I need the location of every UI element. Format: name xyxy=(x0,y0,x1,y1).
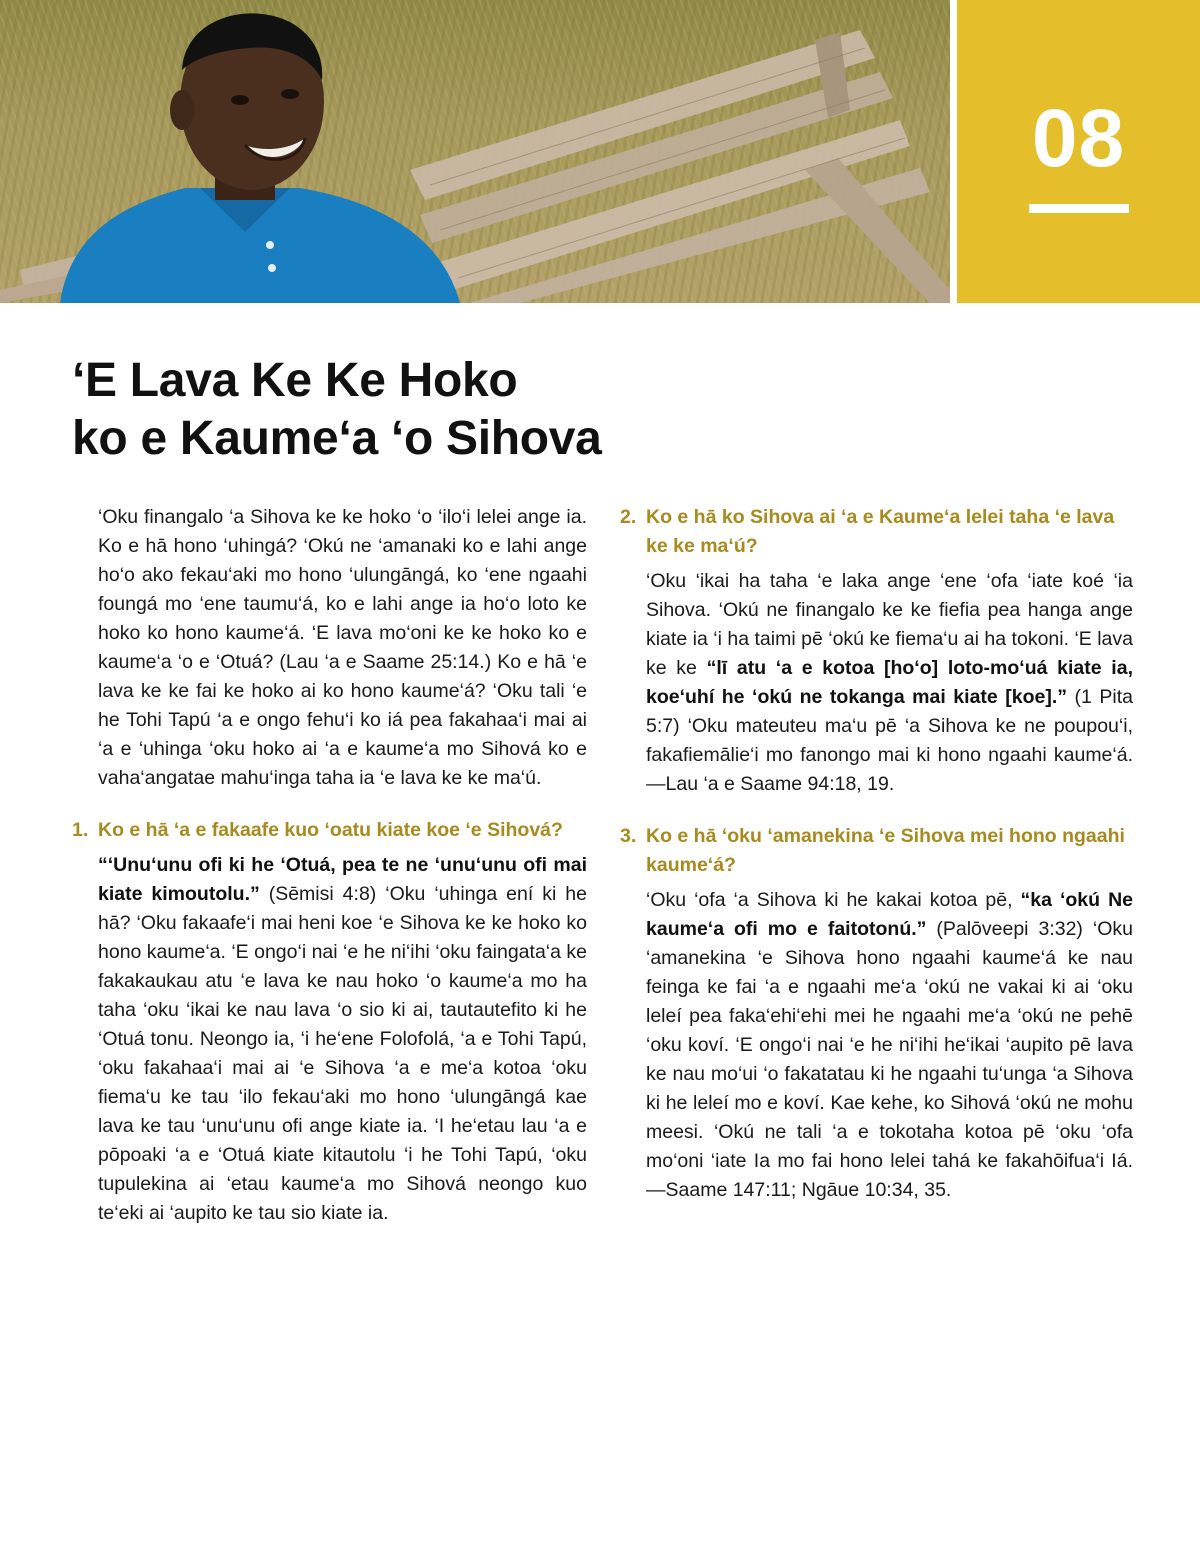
answer-3-text-before: ‘Oku ‘ofa ‘a Sihova ki he kakai kotoa pē, xyxy=(646,889,1021,911)
question-1-number: 1. xyxy=(72,819,89,841)
header-photo xyxy=(0,0,950,303)
answer-2-quote: “lī atu ‘a e kotoa [ho‘o] loto-mo‘uá kiate ia, koe‘uhí he ‘okú ne tokanga mai kiate [koe].” xyxy=(646,657,1133,708)
question-2-number: 2. xyxy=(620,506,637,528)
answer-1-paragraph xyxy=(72,851,587,1228)
chapter-underline xyxy=(1029,204,1129,213)
answer-3-text-after: (Palōveepi 3:32) ‘Oku ‘amanekina ‘e Sihova hono ngaahi kaume‘á ke nau feinga ke fai ‘a e ngaahi me‘a ‘okú ne vakai ki ai ‘oku leleí pea faka‘ehi‘ehi mei he ngaahi me‘a ‘okú ne pehē ‘oku koví. ‘E ongo‘i nai ‘e he ni‘ihi he‘ikai ‘aupito pē lava ke nau mo‘ui ‘o fakatatau ki he ngaahi tu‘unga ‘a Sihova ki he leleí mo e koví. Kae kehe, ko Sihová ‘okú ne mohu meesi. ‘Okú ne tali ‘a e tokotaha kotoa pē ‘oku ‘ofa mo‘oni ‘iate Ia mo fai hono lelei tahá ke fakahōifua‘i Iá.—Saame 147:11; Ngāue 10:34, 35. xyxy=(646,918,1133,1201)
answer-3-paragraph xyxy=(620,886,1133,1205)
question-2-text: Ko e hā ko Sihova ai ‘a e Kaume‘a lelei taha ‘e lava ke ke ma‘ú? xyxy=(646,506,1115,557)
answer-1-quote: “‘Unu‘unu ofi ki he ‘Otuá, pea te ne ‘unu‘unu ofi mai kiate kimoutolu.” xyxy=(98,854,587,905)
chapter-number: 08 xyxy=(1031,93,1126,184)
question-3-number: 3. xyxy=(620,825,637,847)
answer-3-quote: “ka ‘okú Ne kaume‘a ofi mo e faitotonú.” xyxy=(646,889,1134,940)
page-title xyxy=(72,352,872,468)
question-1-text: Ko e hā ‘a e fakaafe kuo ‘oatu kiate koe ‘e Sihová? xyxy=(98,819,563,841)
answer-2-text-after: (1 Pita 5:7) ‘Oku mateuteu ma‘u pē ‘a Sihova ke ne poupou‘i, fakafiemālie‘i mo fanongo mai ki hono ngaahi kaume‘á.—Lau ‘a e Saame 94:18, 19. xyxy=(646,686,1133,795)
answer-1-text: (Sēmisi 4:8) ‘Oku ‘uhinga ení ki he hā? ‘Oku fakaafe‘i mai heni koe ‘e Sihova ke ke hoko ko hono kaume‘a. ‘E ongo‘i nai ‘e he ni‘ihi ‘oku faingata‘a ke fakakaukau atu ‘e lava ke nau hoko ‘o kaume‘a mo ha taha ‘oku ‘ikai ke nau lava ‘o sio ki ai, tautautefito ki he ‘Otuá tonu. Neongo ia, ‘i he‘ene Folofolá, ‘a e Tohi Tapú, ‘oku fakahaa‘i mai ai ‘e Sihova ‘a e me‘a kotoa ‘oku fiema‘u ke tau ‘ilo fekau‘aki mo hono ‘ulungāngá kae lava ke tau ‘unu‘unu ofi ange kiate ia. ‘I he‘etau lau ‘a e pōpoaki ‘a e ‘Otuá kiate kitautolu ‘i he Tohi Tapú, ‘oku tupulekina ai ‘etau kaume‘a mo Sihová neongo kuo te‘eki ai ‘aupito ke tau sio kiate ia. xyxy=(98,883,587,1224)
person-figure xyxy=(60,13,460,303)
question-3-heading xyxy=(620,822,1133,880)
title-line-2: ko e Kaume‘a ‘o Sihova xyxy=(72,412,602,465)
chapter-badge xyxy=(957,0,1200,303)
right-column xyxy=(620,503,1133,1205)
question-1-heading xyxy=(72,816,587,845)
intro-paragraph: ‘Oku finangalo ‘a Sihova ke ke hoko ‘o ‘ilo‘i lelei ange ia. Ko e hā hono ‘uhingá? ‘Okú ne ‘amanaki ko e lahi ange ho‘o ako fekau‘aki mo hono ‘ulungāngá, ko ‘ene ngaahi foungá mo ‘ene taumu‘á, ko e lahi ange ia ho‘o loto ke hoko ko hono kaume‘á. ‘E lava mo‘oni ke ke hoko ko e kaume‘a ‘o e ‘Otuá? (Lau ‘a e Saame 25:14.) Ko e hā ‘e lava ke ke fai ke hoko ai ko hono kaume‘á? ‘Oku tali ‘e he Tohi Tapú ‘a e ongo fehu‘i ko iá pea fakahaa‘i mai ai ‘a e ‘uhinga ‘oku hoko ai ‘a e kaume‘a mo Sihová ko e vaha‘angatae mahu‘inga taha ia ‘e lava ke ke ma‘ú. xyxy=(98,506,587,789)
left-column xyxy=(72,503,587,1228)
title-line-1: ‘E Lava Ke Ke Hoko xyxy=(72,354,518,407)
question-3-text: Ko e hā ‘oku ‘amanekina ‘e Sihova mei hono ngaahi kaume‘á? xyxy=(646,825,1125,876)
photo-illustration xyxy=(0,0,950,303)
question-2-heading xyxy=(620,503,1133,561)
answer-2-paragraph xyxy=(620,567,1133,799)
answer-2-text-before: ‘Oku ‘ikai ha taha ‘e laka ange ‘ene ‘ofa ‘iate koé ‘ia Sihova. ‘Okú ne finangalo ke ke fiefia pea hanga ange kiate ia ‘i ha taimi pē ‘okú ke fiema‘u ai ha tokoni. ‘E lava ke ke xyxy=(646,570,1133,679)
